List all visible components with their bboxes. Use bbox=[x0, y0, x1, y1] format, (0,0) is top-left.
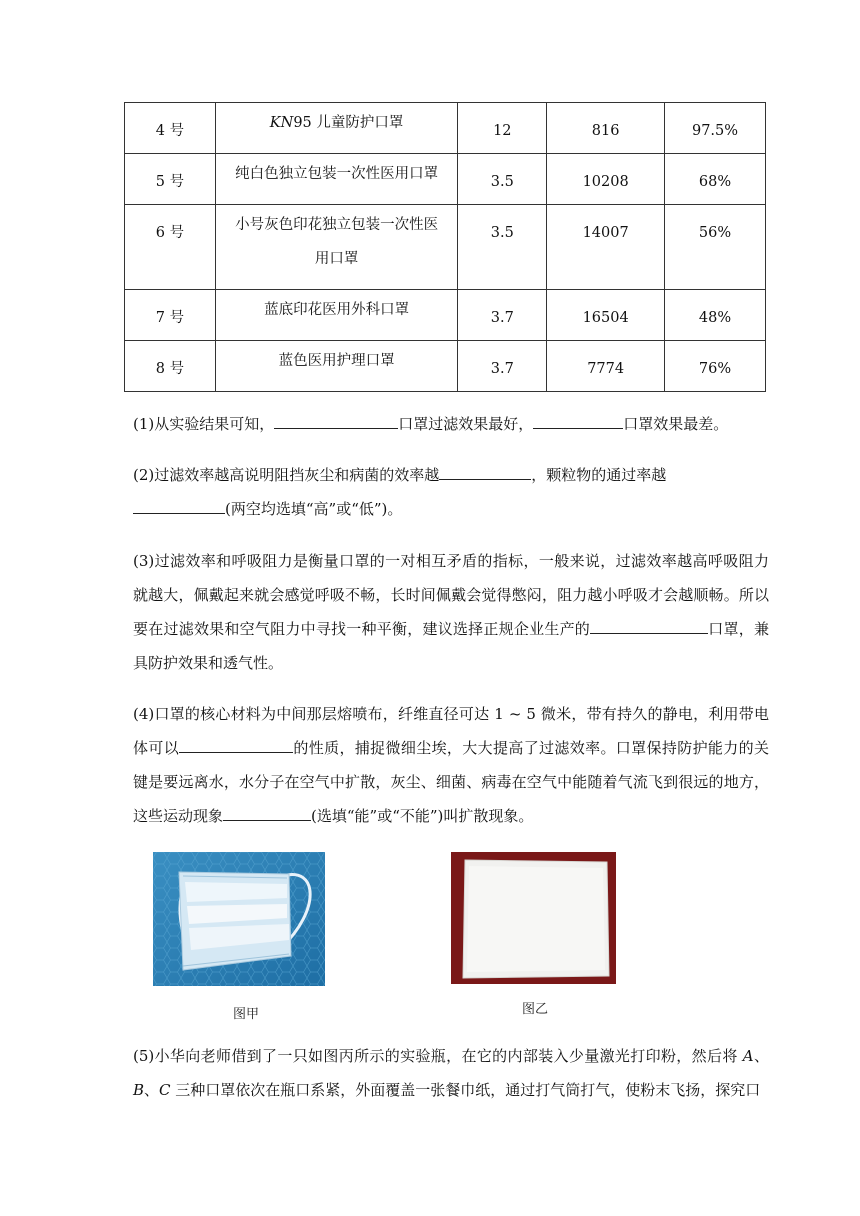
cell-mask-name-line1: 小号灰色印花独立包装一次性医 bbox=[235, 217, 439, 233]
cell-pressure: 16504 bbox=[547, 290, 665, 341]
cell-efficiency: 97.5% bbox=[665, 103, 766, 154]
question-4-text-a: (4)口罩的核心材料为中间那层熔喷布，纤维直径可达 1 ~ 5 微米，带有持久的静电，利用带电体可以 bbox=[133, 705, 769, 757]
table-row bbox=[125, 341, 766, 392]
cell-efficiency: 56% bbox=[665, 205, 766, 290]
cell-pressure: 816 bbox=[547, 103, 665, 154]
figure-jia-caption: 图甲 bbox=[233, 1007, 260, 1022]
figure-jia-mask-photo bbox=[153, 852, 325, 986]
answer-blank[interactable] bbox=[590, 615, 708, 634]
question-4-text-b: 的性质，捕捉微细尘埃，大大提高了过滤效率。口罩保持防护能力的关键是要远离水，水分子在空气中扩散，灰尘、细菌、病毒在空气中能随着气流飞到很远的地方，这些运动现象 bbox=[133, 739, 769, 825]
question-5 bbox=[133, 1039, 769, 1107]
separator: 、 bbox=[753, 1047, 769, 1065]
question-3-text-b: 口罩，兼具防护效果和透气性。 bbox=[133, 620, 769, 672]
answer-blank[interactable] bbox=[533, 410, 623, 429]
question-3-text-a: (3)过滤效率和呼吸阻力是衡量口罩的一对相互矛盾的指标，一般来说，过滤效率越高呼吸阻力就越大，佩戴起来就会感觉呼吸不畅，长时间佩戴会觉得憋闷，阻力越小呼吸才会越顺畅。所以要在过滤效果和空气阻力中寻找一种平衡，建议选择正规企业生产的 bbox=[133, 552, 769, 638]
answer-blank[interactable] bbox=[179, 734, 293, 753]
cell-mask-name-line2: 用口罩 bbox=[314, 251, 359, 267]
mask-label-b: B bbox=[133, 1081, 145, 1099]
mask-results-table bbox=[124, 102, 766, 392]
cell-efficiency: 68% bbox=[665, 154, 766, 205]
cell-pressure: 14007 bbox=[547, 205, 665, 290]
cell-price: 3.5 bbox=[458, 154, 547, 205]
question-5-text-a: (5)小华向老师借到了一只如图丙所示的实验瓶，在它的内部装入少量激光打印粉，然后将 bbox=[133, 1047, 743, 1065]
question-1-text-b: 口罩过滤效果最好， bbox=[398, 415, 534, 433]
cell-price: 12 bbox=[458, 103, 547, 154]
cell-mask-name bbox=[215, 205, 458, 290]
question-2-text-c: (两空均选填“高”或“低”)。 bbox=[225, 500, 403, 518]
cell-mask-name: 蓝色医用护理口罩 bbox=[215, 341, 458, 392]
cell-number: 6 号 bbox=[125, 205, 216, 290]
cell-price: 3.7 bbox=[458, 341, 547, 392]
cell-efficiency: 76% bbox=[665, 341, 766, 392]
cell-mask-name bbox=[215, 103, 458, 154]
cell-price: 3.7 bbox=[458, 290, 547, 341]
cell-mask-name: 纯白色独立包装一次性医用口罩 bbox=[215, 154, 458, 205]
question-1-text-c: 口罩效果最差。 bbox=[623, 415, 729, 433]
cell-number: 7 号 bbox=[125, 290, 216, 341]
question-5-text-b: 三种口罩依次在瓶口系紧，外面覆盖一张餐巾纸，通过打气筒打气，使粉末飞扬，探究口 bbox=[170, 1081, 761, 1099]
figure-yi-fabric-photo bbox=[451, 852, 616, 984]
question-4 bbox=[133, 697, 769, 833]
question-2 bbox=[133, 458, 769, 526]
question-4-text-c: (选填“能”或“不能”)叫扩散现象。 bbox=[311, 807, 534, 825]
separator: 、 bbox=[144, 1081, 160, 1099]
cell-mask-name-italic: KN bbox=[269, 115, 294, 131]
cell-price: 3.5 bbox=[458, 205, 547, 290]
question-3 bbox=[133, 544, 769, 680]
table-row bbox=[125, 103, 766, 154]
answer-blank[interactable] bbox=[223, 802, 311, 821]
cell-pressure: 7774 bbox=[547, 341, 665, 392]
cell-mask-name-rest: 95 儿童防护口罩 bbox=[293, 115, 404, 131]
cell-number: 4 号 bbox=[125, 103, 216, 154]
mask-label-c: C bbox=[159, 1081, 171, 1099]
question-2-text-a: (2)过滤效率越高说明阻挡灰尘和病菌的效率越 bbox=[133, 466, 440, 484]
cell-mask-name: 蓝底印花医用外科口罩 bbox=[215, 290, 458, 341]
table-row bbox=[125, 154, 766, 205]
cell-number: 8 号 bbox=[125, 341, 216, 392]
question-1-text-a: (1)从实验结果可知， bbox=[133, 415, 275, 433]
table-row bbox=[125, 290, 766, 341]
answer-blank[interactable] bbox=[439, 461, 531, 480]
cell-efficiency: 48% bbox=[665, 290, 766, 341]
answer-blank[interactable] bbox=[133, 495, 225, 514]
figure-yi-caption: 图乙 bbox=[522, 1002, 549, 1017]
table-row bbox=[125, 205, 766, 290]
mask-label-a: A bbox=[742, 1047, 754, 1065]
answer-blank[interactable] bbox=[274, 410, 398, 429]
cell-pressure: 10208 bbox=[547, 154, 665, 205]
question-1 bbox=[133, 407, 769, 441]
cell-number: 5 号 bbox=[125, 154, 216, 205]
question-2-text-b: ，颗粒物的通过率越 bbox=[531, 466, 667, 484]
